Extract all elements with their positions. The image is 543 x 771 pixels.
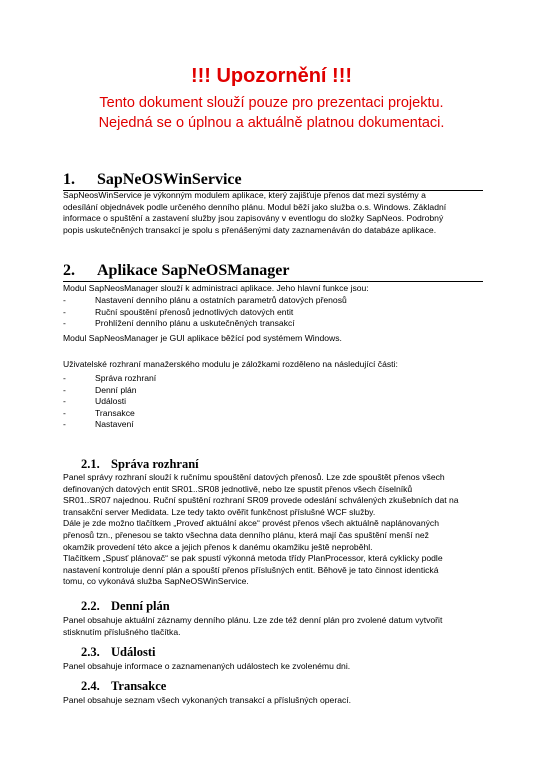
section-2-title: Aplikace SapNeOSManager [97,262,290,279]
paragraph-line: nastavení kontroluje denní plán a spouští přenos příslušných entit. Běhově je tato činnost identická [63,564,439,575]
section-1-title: SapNeOSWinService [97,171,242,188]
paragraph-line: popis uskutečněných transakcí je spolu s přenášenými daty zaznamenáván do databáze aplikace. [63,224,437,235]
list-item: - Ruční spouštění přenosů jednotlivých datových entit [63,306,294,317]
paragraph-line: okamžik provedení této akce a jejich přenos k danému okamžiku ještě neproběhl. [63,541,373,552]
subsection-2-2-heading: 2.2. Denní plán [81,599,170,613]
warning-line-1: Tento dokument slouží pouze pro prezentaci projektu. [99,95,444,111]
paragraph-line: Panel obsahuje aktuální záznamy denního plánu. Lze zde též denní plán pro zvolené datum vytvořit [63,615,443,625]
paragraph-line: přenosů tzn., přenesou se takto všechna data denního plánu, která mají čas spuštění menší než [63,529,429,540]
list-item: - Prohlížení denního plánu a uskutečněných transakcí [63,318,295,329]
list-item: - Nastavení denního plánu a ostatních parametrů datových přenosů [63,295,347,305]
subsection-2-1-heading: 2.1. Správa rozhraní [81,457,199,471]
paragraph-line: Panel obsahuje seznam všech vykonaných transakcí a příslušných operací. [63,695,352,705]
paragraph-line: odesílání objednávek podle určeného denního plánu. Modul běží jako služba o.s. Windows. Základní [63,201,447,212]
section-2-intro [63,283,493,295]
gui-note [63,333,493,345]
warning-title: !!! Upozornění !!! [190,65,353,87]
list-item: - Transakce [63,407,135,418]
subsection-2-4-heading: 2.4. Transakce [81,679,167,693]
tabs-intro [63,359,493,371]
list-item: - Události [63,396,127,407]
list-item: - Správa rozhraní [63,373,157,383]
paragraph-line: Modul SapNeosManager je GUI aplikace běžící pod systémem Windows. [63,333,342,343]
paragraph-line: tomu, co vykonává služba SapNeOSWinService. [63,576,249,587]
paragraph-line: SapNeosWinService je výkonným modulem aplikace, který zajišťuje přenos dat mezi systémy a [63,190,426,200]
subsection-2-1-paragraph [63,472,493,588]
paragraph-line: informace o spuštění a zastavení služby jsou zapisovány v eventlogu do složky SapNeos. Podrobný [63,213,444,224]
paragraph-line: Dále je zde možno tlačítkem „Proveď aktuální akce“ provést přenos všech aktuálně naplánovaných [63,518,439,529]
paragraph-line: transakční server Medidata. Lze tedy takto ověřit funkčnost příslušné WCF služby. [63,506,376,517]
paragraph-line: Panel obsahuje informace o zaznamenaných událostech ke zvolenému dni. [63,661,351,671]
paragraph-line: Tlačítkem „Spusť plánovač“ se pak spustí výkonná metoda třídy PlanProcessor, která cyklicky podle [63,553,443,564]
subsection-2-2-paragraph [63,615,493,638]
section-2-heading [63,261,483,282]
subsection-2-4-paragraph [63,695,493,707]
section-1-paragraph [63,190,493,236]
functions-list [63,295,347,330]
section-1-heading [63,170,483,191]
section-2-number: 2. [63,262,75,279]
paragraph-line: Modul SapNeosManager slouží k administraci aplikace. Jeho hlavní funkce jsou: [63,283,369,293]
paragraph-line: SR01..SR07 najednou. Ruční spuštění rozhraní SR09 provede odeslání schválených zkušebních dat na [63,495,459,506]
list-item: - Denní plán [63,384,137,395]
list-item: - Nastavení [63,419,134,430]
subsection-2-3-paragraph [63,661,493,673]
section-1-number: 1. [63,171,75,188]
paragraph-line: Panel správy rozhraní slouží k ručnímu spouštění datových přenosů. Lze zde spouštět přenos všech [63,472,445,482]
paragraph-line: stisknutím příslušného tlačítka. [63,626,181,637]
paragraph-line: Uživatelské rozhraní manažerského modulu je záložkami rozděleno na následující části: [63,359,398,369]
paragraph-line: definovaných datových entit SR01..SR08 jednotlivě, nebo lze spustit přenos všech číselníků [63,483,413,494]
subsection-2-3-heading: 2.3. Události [81,645,156,659]
warning-line-2: Nejedná se o úplnou a aktuálně platnou dokumentaci. [98,115,445,131]
tabs-list [63,373,156,431]
